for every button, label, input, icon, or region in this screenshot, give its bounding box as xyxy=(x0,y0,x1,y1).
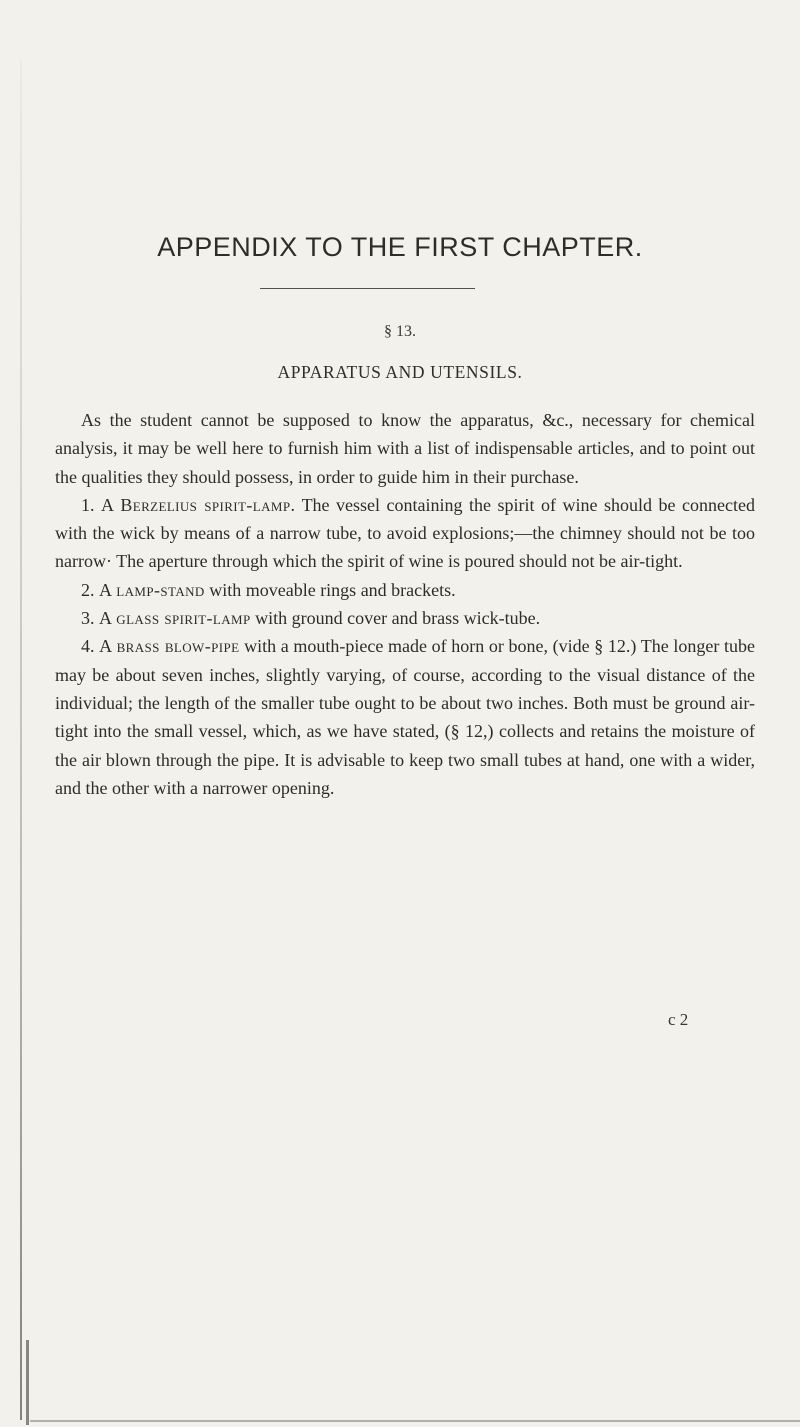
item-number: 2. xyxy=(81,579,95,600)
item-number: 1. xyxy=(81,494,95,515)
item-text: with ground cover and brass wick-tube. xyxy=(255,608,541,629)
item-number: 3. xyxy=(81,608,95,629)
list-item-2 xyxy=(55,576,755,604)
item-number: 4. xyxy=(81,636,95,657)
list-item-1 xyxy=(55,491,755,576)
item-name: A Berzelius spirit-lamp. xyxy=(101,494,296,515)
body-text xyxy=(55,406,755,802)
item-name: A glass spirit-lamp xyxy=(99,608,251,629)
binding-edge xyxy=(20,60,22,1420)
title-divider xyxy=(260,288,475,289)
item-text: with a mouth-piece made of horn or bone, (vide § 12.) The longer tube may be about seven inches, slightly varying, of course, according to the visual distance of the individual; the length of the smaller tube ought to be about two inches. Both must be ground air-tight into the small vessel, which, as we have stated, (§ 12,) collects and retains the moisture of the air blown through the pipe. It is advisable to keep two small tubes at hand, one with a wider, and the other with a narrower opening. xyxy=(55,636,756,798)
binding-edge-shadow xyxy=(26,1340,29,1425)
item-name: A lamp-stand xyxy=(99,579,205,600)
intro-paragraph: As the student cannot be supposed to know the apparatus, &c., necessary for chemical analysis, it may be well here to furnish him with a list of indispensable articles, and to point out the qualities they should possess, in order to guide him in their purchase. xyxy=(55,410,755,487)
item-text: with moveable rings and brackets. xyxy=(209,579,456,600)
page-bottom-edge xyxy=(30,1420,800,1422)
item-text: The vessel containing the spirit of wine should be connected with the wick by means of a narrow tube, to avoid explosions;—the chimney should not be too narrow· The aperture through which the spirit of wine is poured should not be air-tight. xyxy=(55,494,756,572)
section-number: § 13. xyxy=(384,323,416,340)
list-item-4 xyxy=(55,632,755,802)
section-heading: APPARATUS AND UTENSILS. xyxy=(277,362,523,382)
item-name: A brass blow-pipe xyxy=(99,636,240,657)
page-title: APPENDIX TO THE FIRST CHAPTER. xyxy=(157,232,643,262)
list-item-3 xyxy=(55,604,755,632)
signature-mark: c 2 xyxy=(668,1010,689,1029)
